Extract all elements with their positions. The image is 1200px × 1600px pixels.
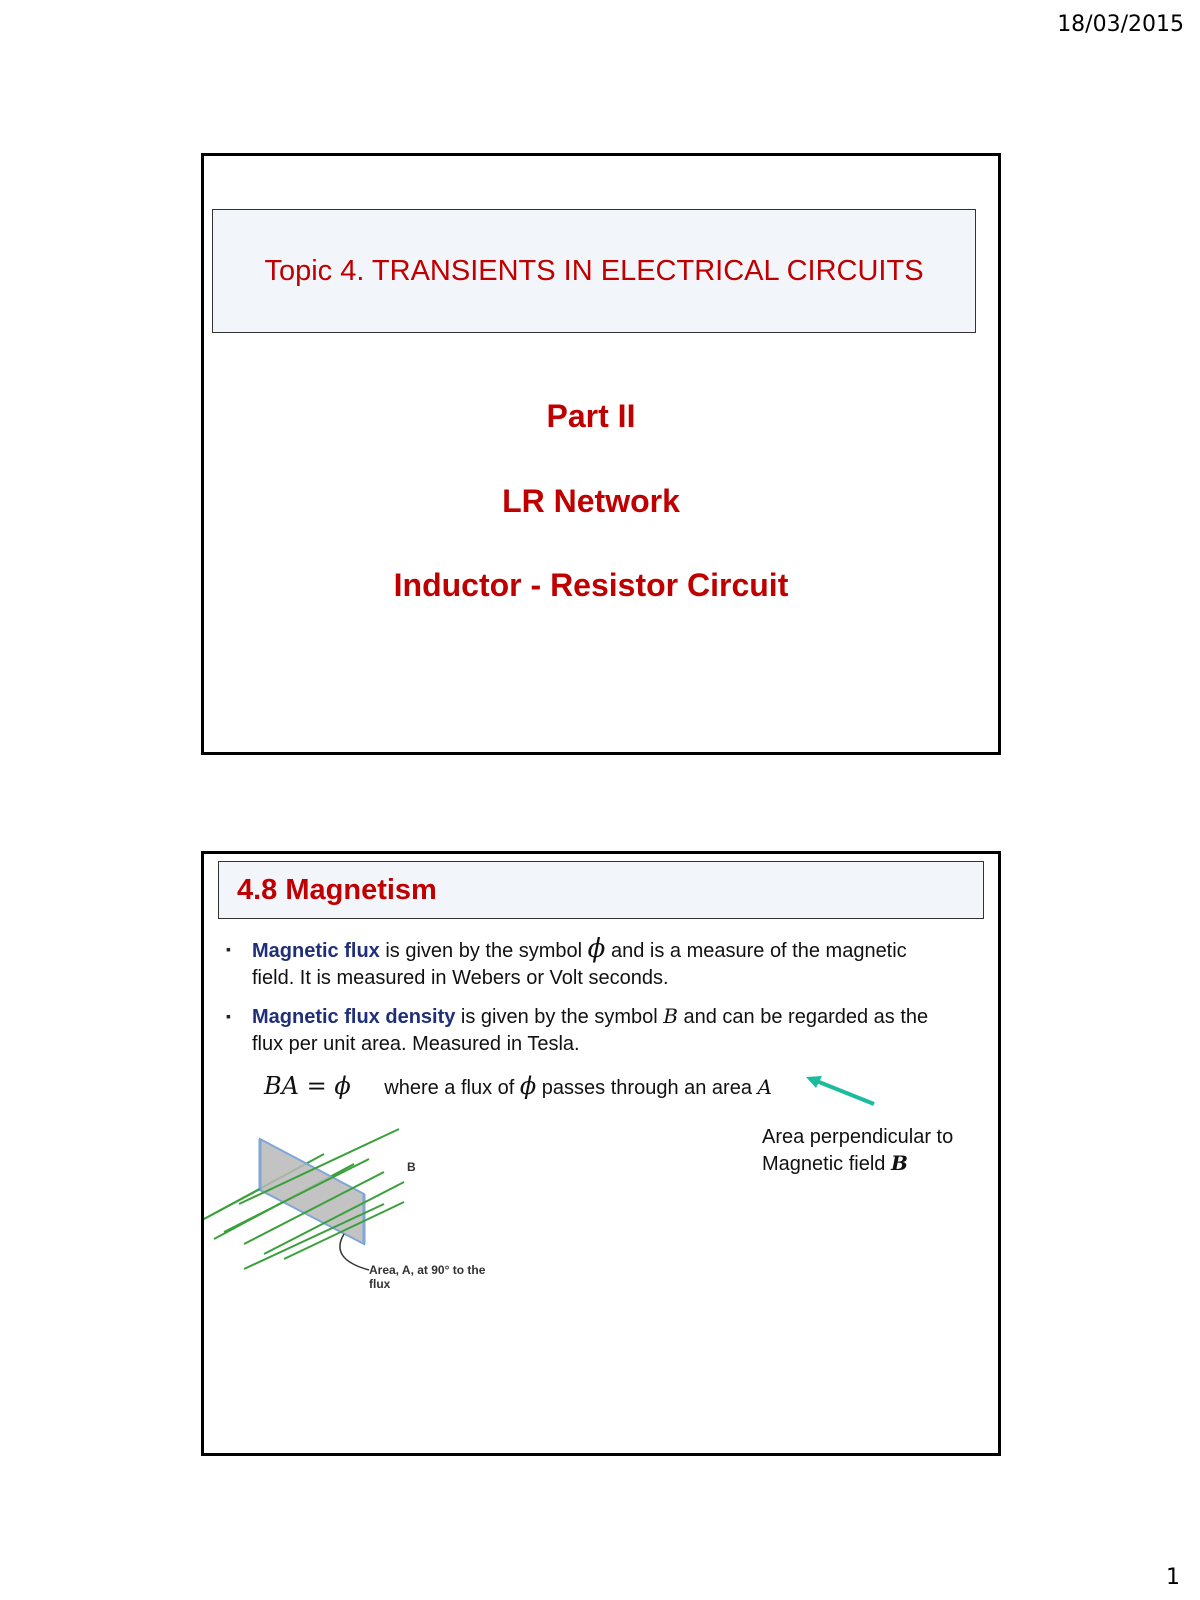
equation-lhs: BA = ϕ (264, 1072, 351, 1100)
topic-title-box (212, 209, 976, 333)
section-heading-box (218, 861, 984, 919)
keyword-flux-density: Magnetic flux density (252, 1006, 456, 1028)
part-label: Part II (546, 398, 636, 434)
page-number: 1 (1166, 1565, 1180, 1590)
slide-magnetism (201, 851, 1001, 1456)
equation-phi: ϕ (519, 1072, 537, 1100)
diagram-area-label: Area, A, at 90° to the flux (369, 1263, 486, 1291)
b-symbol: B (663, 1004, 678, 1028)
equation-area-symbol: A (757, 1075, 772, 1099)
bullet1-text-b: and is a measure of the magnetic field. It is measured in Webers or Volt seconds. (252, 940, 907, 989)
circuit-label: Inductor - Resistor Circuit (393, 567, 789, 603)
date-stamp: 18/03/2015 (1057, 12, 1184, 37)
bullet2-text-a: is given by the symbol (455, 1006, 664, 1028)
bullet-marker: ▪ (226, 941, 231, 957)
diagram-b-label: B (407, 1160, 416, 1174)
equation-text-a: where a flux of (384, 1077, 520, 1099)
topic-title: Topic 4. TRANSIENTS IN ELECTRICAL CIRCUITS (264, 254, 924, 287)
pointer-arrow-icon (804, 1072, 884, 1112)
flux-equation (264, 1072, 772, 1100)
note-b-symbol: B (890, 1151, 908, 1175)
equation-text-b: passes through an area (536, 1077, 758, 1099)
area-note (762, 1124, 953, 1177)
section-heading: 4.8 Magnetism (237, 873, 437, 906)
bullet2-text-b: and can be regarded as the flux per unit area. Measured in Tesla. (252, 1006, 929, 1055)
network-label: LR Network (502, 483, 680, 519)
note-line2: Magnetic field (762, 1153, 891, 1175)
slide-title (201, 153, 1001, 755)
bullet1-text-a: is given by the symbol (379, 940, 588, 962)
bullet-marker: ▪ (226, 1008, 231, 1024)
note-line1: Area perpendicular to (762, 1126, 954, 1148)
keyword-magnetic-flux: Magnetic flux (252, 940, 380, 962)
phi-symbol: ϕ (587, 934, 606, 964)
